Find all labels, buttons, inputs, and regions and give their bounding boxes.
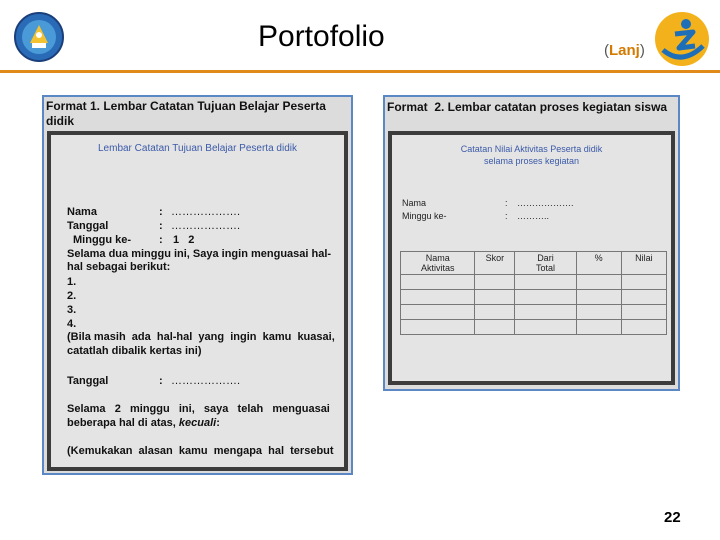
bila-line1: (Bila masih ada hal-hal yang ingin kamu kuasai, — [67, 331, 335, 343]
kurikulum-logo — [653, 10, 711, 68]
table-cell — [475, 290, 515, 305]
tanggal2-sep: : — [159, 375, 163, 387]
table-cell — [621, 275, 666, 290]
selama2-line2: beberapa hal di atas, kecuali: — [67, 417, 220, 429]
slide-title: Portofolio — [258, 20, 385, 53]
table-row — [401, 290, 667, 305]
form2-caption-line1: Catatan Nilai Aktivitas Peserta didik — [460, 144, 603, 154]
form2-minggu-sep: : — [505, 211, 508, 221]
table-row — [401, 320, 667, 335]
col-header: Dari Total — [515, 252, 576, 275]
form2-minggu-label: Minggu ke- — [402, 211, 447, 221]
form2-frame — [388, 131, 675, 385]
minggu-label: Minggu ke- — [73, 234, 132, 246]
table-cell — [621, 290, 666, 305]
nama-sep: : — [159, 206, 163, 218]
table-cell — [515, 305, 576, 320]
form1-panel — [42, 95, 353, 475]
activity-table-body — [401, 275, 667, 335]
form2-minggu-dots: ……….. — [517, 211, 550, 221]
table-row — [401, 275, 667, 290]
activity-table — [400, 251, 667, 335]
selama2-line1: Selama 2 minggu ini, saya telah menguasai — [67, 403, 330, 415]
nama-label: Nama — [67, 206, 97, 218]
form1-heading: Format 1. Lembar Catatan Tujuan Belajar Peserta didik — [46, 99, 326, 128]
form1-frame — [47, 131, 348, 471]
tanggal-dots: ………………. — [171, 220, 241, 232]
table-cell — [576, 320, 621, 335]
col-header: Skor — [475, 252, 515, 275]
tut-wuri-handayani-logo — [14, 11, 64, 63]
table-cell — [621, 320, 666, 335]
table-cell — [576, 275, 621, 290]
page-number: 22 — [664, 509, 681, 526]
table-cell — [515, 290, 576, 305]
table-row — [401, 305, 667, 320]
form2-nama-label: Nama — [402, 198, 427, 208]
tanggal2-dots: ………………. — [171, 375, 241, 387]
header-rule — [0, 70, 720, 73]
form2-nama-dots: ………………. — [517, 198, 574, 208]
table-cell — [475, 320, 515, 335]
table-cell — [576, 305, 621, 320]
form2-caption-line2: selama proses kegiatan — [483, 156, 580, 166]
nama-dots: ………………. — [171, 206, 241, 218]
table-cell — [576, 290, 621, 305]
tanggal2-label: Tanggal — [67, 375, 109, 387]
form2-heading: Format 2. Lembar catatan proses kegiatan siswa — [387, 100, 668, 114]
col-header: % — [576, 252, 621, 275]
table-cell — [475, 305, 515, 320]
kemukakan-line: (Kemukakan alasan kamu mengapa hal tersebut — [67, 445, 334, 457]
table-cell — [515, 275, 576, 290]
form1-caption: Lembar Catatan Tujuan Belajar Peserta didik — [97, 143, 297, 154]
table-cell — [475, 275, 515, 290]
selama-line2: hal sebagai berikut: — [67, 261, 171, 273]
table-cell — [401, 320, 475, 335]
minggu-sep: : — [159, 234, 163, 246]
col-header: Nama Aktivitas — [401, 252, 475, 275]
list-item: 1. — [67, 276, 77, 288]
minggu-values: 1 2 — [173, 234, 195, 246]
list-item: 4. — [67, 318, 77, 330]
table-cell — [401, 305, 475, 320]
tanggal-label: Tanggal — [67, 220, 109, 232]
list-item: 2. — [67, 290, 77, 302]
bila-line2: catatlah dibalik kertas ini) — [67, 345, 202, 357]
table-cell — [621, 305, 666, 320]
form1-sheet — [51, 135, 344, 467]
tanggal-sep: : — [159, 220, 163, 232]
col-header: Nilai — [621, 252, 666, 275]
continued-label: (Lanj) — [604, 42, 645, 59]
table-cell — [401, 275, 475, 290]
form2-nama-sep: : — [505, 198, 508, 208]
selama-line1: Selama dua minggu ini, Saya ingin menguasai hal- — [67, 248, 332, 260]
form2-panel — [383, 95, 680, 391]
list-item: 3. — [67, 304, 77, 316]
form2-sheet — [392, 135, 671, 381]
table-cell — [401, 290, 475, 305]
table-cell — [515, 320, 576, 335]
